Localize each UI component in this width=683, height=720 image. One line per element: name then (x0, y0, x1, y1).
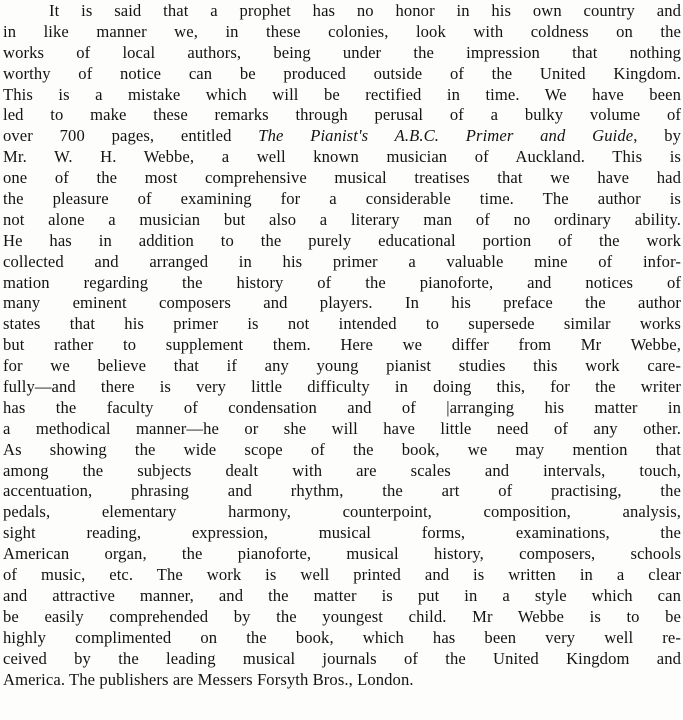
article-line: Mr. W. H. Webbe, a well known musician of Auckland. This is (3, 147, 681, 167)
article-line: worthy of notice can be produced outside of the United Kingdom. (3, 63, 681, 83)
article-line: for we believe that if any young pianist studies this work care- (3, 356, 681, 376)
article-line: one of the most comprehensive musical treatises that we have had (3, 168, 681, 188)
article-line: America. The publishers are Messers Forsyth Bros., London. (3, 669, 414, 689)
article-line: As showing the wide scope of the book, we may mention that (3, 439, 681, 459)
article-body (3, 1, 681, 690)
article-line: but rather to supplement them. Here we differ from Mr Webbe, (3, 335, 681, 355)
article-line: It is said that a prophet has no honor in his own country and (49, 1, 681, 20)
article-line-prefix: over 700 pages, entitled (3, 126, 259, 146)
article-line: This is a mistake which will be rectified in time. We have been (3, 84, 681, 104)
article-line: not alone a musician but also a literary man of no ordinary ability. (3, 209, 681, 229)
article-line: and attractive manner, and the matter is put in a style which can (3, 585, 681, 605)
article-line: led to make these remarks through perusal of a bulky volume of (3, 105, 681, 125)
article-line: many eminent composers and players. In his preface the author (3, 293, 681, 313)
article-line: be easily comprehended by the youngest child. Mr Webbe is to be (3, 606, 681, 626)
article-line: pedals, elementary harmony, counterpoint, composition, analysis, (3, 502, 681, 522)
article-line: American organ, the pianoforte, musical history, composers, schools (3, 544, 681, 564)
article-line: the pleasure of examining for a considerable time. The author is (3, 189, 681, 209)
article-line: in like manner we, in these colonies, look with coldness on the (3, 21, 681, 41)
article-line: collected and arranged in his primer a valuable mine of infor- (3, 251, 681, 271)
article-line: ceived by the leading musical journals of the United Kingdom and (3, 648, 681, 668)
article-line-suffix: , by (633, 126, 681, 146)
article-line-with-title (3, 126, 681, 147)
article-line: sight reading, expression, musical forms, examinations, the (3, 523, 681, 543)
article-line: among the subjects dealt with are scales and intervals, touch, (3, 460, 681, 480)
article-line: He has in addition to the purely educational portion of the work (3, 230, 681, 250)
article-line: mation regarding the history of the pianoforte, and notices of (3, 272, 681, 292)
article-line: a methodical manner—he or she will have little need of any other. (3, 418, 681, 438)
article-line: fully—and there is very little difficulty in doing this, for the writer (3, 377, 681, 397)
article-line: states that his primer is not intended to supersede similar works (3, 314, 681, 334)
article-line: accentuation, phrasing and rhythm, the art of practising, the (3, 481, 681, 501)
book-title: The Pianist's A.B.C. Primer and Guide (258, 126, 634, 146)
article-line: works of local authors, being under the impression that nothing (3, 42, 681, 62)
article-line: of music, etc. The work is well printed and is written in a clear (3, 565, 681, 585)
article-line: has the faculty of condensation and of |arranging his matter in (3, 397, 681, 417)
article-line: highly complimented on the book, which has been very well re- (3, 627, 681, 647)
